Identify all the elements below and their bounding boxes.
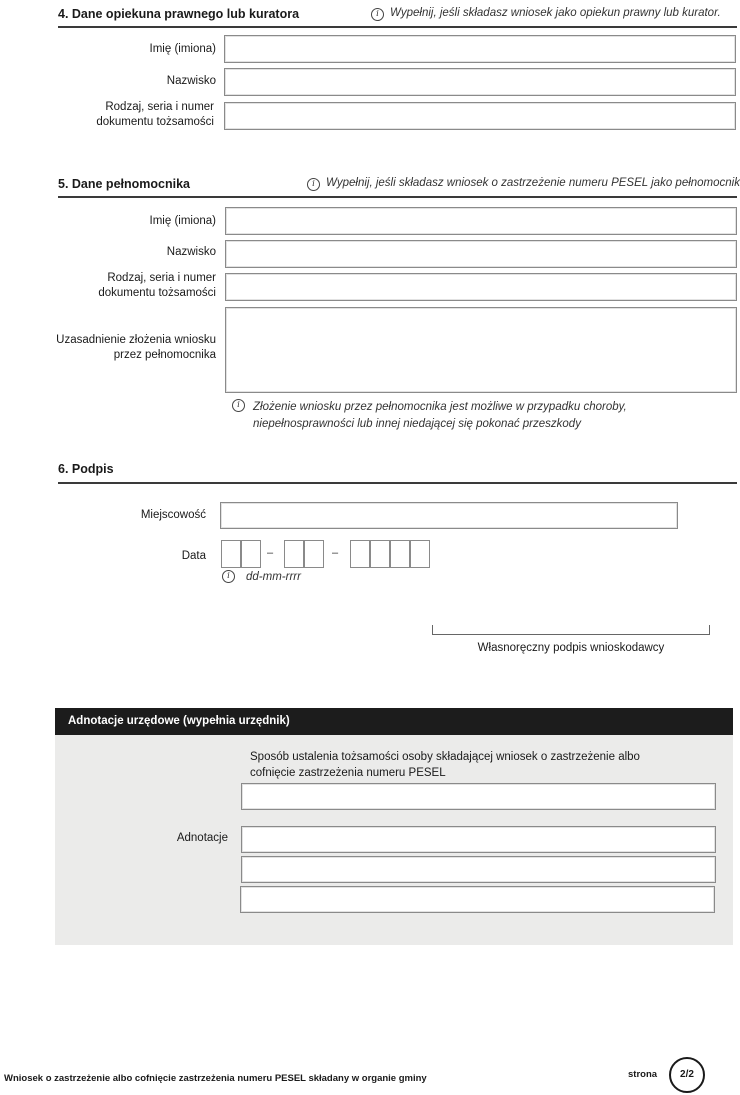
section-4-last-name-label: Nazwisko (166, 75, 216, 87)
identity-method-label (250, 749, 720, 781)
label-line: Uzasadnienie złożenia wniosku (56, 334, 216, 346)
label-line: Rodzaj, seria i numer (107, 272, 216, 284)
section-5-title: 5. Dane pełnomocnika (58, 177, 190, 191)
section-4-document-field[interactable] (224, 102, 736, 130)
note-line: Złożenie wniosku przez pełnomocnika jest możliwe w przypadku choroby, (253, 401, 627, 413)
label-line: Sposób ustalenia tożsamości osoby składającej wniosek o zastrzeżenie albo (250, 751, 640, 763)
section-4-first-name-label: Imię (imiona) (149, 43, 216, 55)
section-5-justification-field[interactable] (225, 307, 737, 393)
date-label: Data (181, 550, 206, 562)
annotations-field-1[interactable] (241, 826, 716, 853)
info-icon: i (371, 8, 384, 21)
date-year-digit-4[interactable] (410, 540, 430, 568)
section-5-document-label (40, 271, 216, 301)
date-year-digit-3[interactable] (390, 540, 410, 568)
section-4-hint: Wypełnij, jeśli składasz wniosek jako opiekun prawny lub kurator. (390, 7, 721, 19)
date-year-digit-1[interactable] (350, 540, 370, 568)
admin-section-header: Adnotacje urzędowe (wypełnia urzędnik) (55, 708, 733, 735)
section-4-document-label (40, 100, 214, 130)
identity-method-field[interactable] (241, 783, 716, 810)
label-line: dokumentu tożsamości (96, 116, 214, 128)
section-6-divider (58, 482, 737, 484)
section-4-last-name-field[interactable] (224, 68, 736, 96)
section-5-last-name-label: Nazwisko (166, 246, 216, 258)
label-line: Rodzaj, seria i numer (105, 101, 214, 113)
info-icon: i (222, 570, 235, 583)
place-field[interactable] (220, 502, 678, 529)
note-line: niepełnosprawności lub innej niedającej się pokonać przeszkody (253, 418, 581, 430)
label-line: dokumentu tożsamości (98, 287, 216, 299)
signature-caption: Własnoręczny podpis wnioskodawcy (477, 642, 665, 654)
section-5-first-name-label: Imię (imiona) (149, 215, 216, 227)
section-6-title: 6. Podpis (58, 462, 114, 476)
section-5-document-field[interactable] (225, 273, 737, 301)
date-format-hint: dd-mm-rrrr (246, 571, 301, 583)
page-label: strona (628, 1069, 658, 1080)
annotations-field-3[interactable] (240, 886, 715, 913)
date-separator: – (267, 547, 274, 559)
annotations-label: Adnotacje (176, 832, 228, 844)
info-icon: i (307, 178, 320, 191)
section-5-justification-label (40, 333, 216, 363)
date-separator: – (332, 547, 339, 559)
section-5-hint: Wypełnij, jeśli składasz wniosek o zastrzeżenie numeru PESEL jako pełnomocnik (326, 177, 740, 189)
date-day-digit-1[interactable] (221, 540, 241, 568)
info-icon: i (232, 399, 245, 412)
signature-area[interactable] (432, 625, 710, 635)
section-5-last-name-field[interactable] (225, 240, 737, 268)
section-5-divider (58, 196, 737, 198)
page-number-badge: 2/2 (669, 1057, 705, 1093)
section-4-first-name-field[interactable] (224, 35, 736, 63)
label-line: cofnięcie zastrzeżenia numeru PESEL (250, 767, 446, 779)
section-5-first-name-field[interactable] (225, 207, 737, 235)
date-month-digit-1[interactable] (284, 540, 304, 568)
section-4-divider (58, 26, 737, 28)
date-day-digit-2[interactable] (241, 540, 261, 568)
label-line: przez pełnomocnika (113, 349, 216, 361)
place-label: Miejscowość (140, 509, 206, 521)
date-year-digit-2[interactable] (370, 540, 390, 568)
annotations-field-2[interactable] (241, 856, 716, 883)
date-month-digit-2[interactable] (304, 540, 324, 568)
footer-form-title: Wniosek o zastrzeżenie albo cofnięcie zastrzeżenia numeru PESEL składany w organie gminy (4, 1073, 427, 1084)
section-5-note (253, 399, 723, 433)
section-4-title: 4. Dane opiekuna prawnego lub kuratora (58, 7, 300, 21)
